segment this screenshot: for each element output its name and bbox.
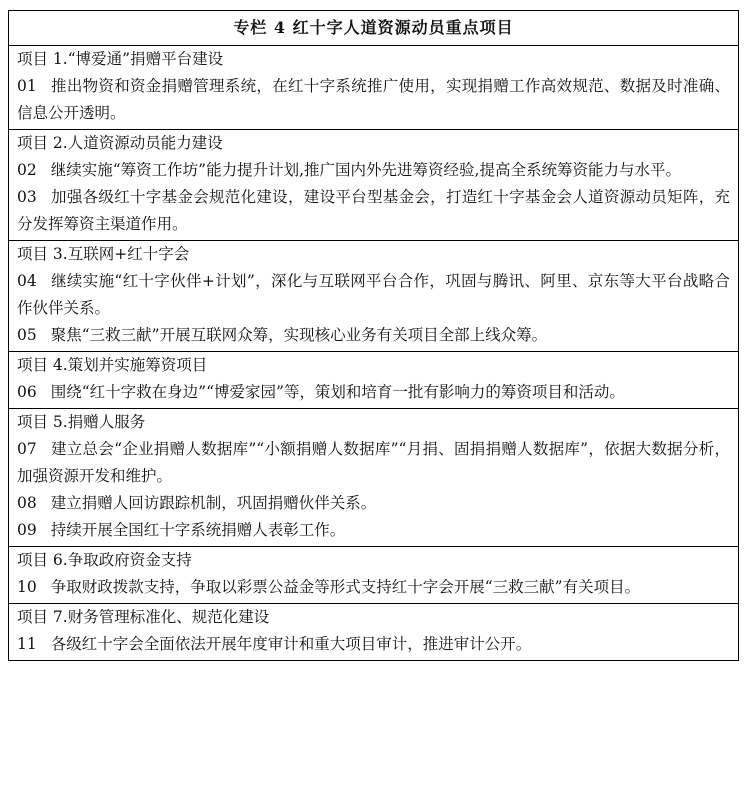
project-section-4 xyxy=(9,352,738,409)
section-title: 项目 4.策划并实施筹资项目 xyxy=(17,356,208,374)
list-item xyxy=(17,517,730,544)
item-number: 01 xyxy=(17,77,37,95)
list-item xyxy=(17,73,730,127)
item-number: 11 xyxy=(17,635,37,653)
list-item xyxy=(17,268,730,322)
table-title: 专栏 4 红十字人道资源动员重点项目 xyxy=(9,11,738,46)
section-title: 项目 6.争取政府资金支持 xyxy=(17,551,192,569)
item-number: 04 xyxy=(17,272,37,290)
item-text: 推出物资和资金捐赠管理系统，在红十字系统推广使用，实现捐赠工作高效规范、数据及时准确、信息公开透明。 xyxy=(17,77,730,122)
list-item xyxy=(17,631,730,658)
project-section-3 xyxy=(9,241,738,352)
project-table xyxy=(8,10,739,661)
item-number: 02 xyxy=(17,161,37,179)
list-item xyxy=(17,490,730,517)
section-title: 项目 5.捐赠人服务 xyxy=(17,413,146,431)
item-number: 03 xyxy=(17,188,37,206)
list-item xyxy=(17,379,730,406)
item-text: 继续实施“红十字伙伴+计划”，深化与互联网平台合作，巩固与腾讯、阿里、京东等大平台战略合作伙伴关系。 xyxy=(17,272,730,317)
project-section-7 xyxy=(9,604,738,660)
item-text: 围绕“红十字救在身边”“博爱家园”等，策划和培育一批有影响力的筹资项目和活动。 xyxy=(50,383,625,401)
item-text: 继续实施“筹资工作坊”能力提升计划,推广国内外先进筹资经验,提高全系统筹资能力与水平。 xyxy=(50,161,681,179)
project-section-6 xyxy=(9,547,738,604)
item-number: 07 xyxy=(17,440,37,458)
section-title: 项目 7.财务管理标准化、规范化建设 xyxy=(17,608,270,626)
project-section-2 xyxy=(9,130,738,241)
section-title: 项目 2.人道资源动员能力建设 xyxy=(17,134,223,152)
item-text: 持续开展全国红十字系统捐赠人表彰工作。 xyxy=(50,521,346,539)
item-text: 聚焦“三救三献”开展互联网众筹，实现核心业务有关项目全部上线众筹。 xyxy=(50,326,548,344)
item-text: 建立总会“企业捐赠人数据库”“小额捐赠人数据库”“月捐、固捐捐赠人数据库”，依据大数据分析，加强资源开发和维护。 xyxy=(17,440,730,485)
project-section-5 xyxy=(9,409,738,547)
list-item xyxy=(17,157,730,184)
item-number: 10 xyxy=(17,578,37,596)
item-text: 争取财政拨款支持，争取以彩票公益金等形式支持红十字会开展“三救三献”有关项目。 xyxy=(50,578,641,596)
project-section-1 xyxy=(9,46,738,130)
item-number: 05 xyxy=(17,326,37,344)
list-item xyxy=(17,436,730,490)
item-text: 加强各级红十字基金会规范化建设，建设平台型基金会，打造红十字基金会人道资源动员矩阵，充分发挥筹资主渠道作用。 xyxy=(17,188,730,233)
section-title: 项目 3.互联网+红十字会 xyxy=(17,245,190,263)
list-item xyxy=(17,574,730,601)
list-item xyxy=(17,322,730,349)
item-number: 08 xyxy=(17,494,37,512)
list-item xyxy=(17,184,730,238)
section-title: 项目 1.“博爱通”捐赠平台建设 xyxy=(17,50,224,68)
item-text: 各级红十字会全面依法开展年度审计和重大项目审计，推进审计公开。 xyxy=(50,635,532,653)
item-number: 09 xyxy=(17,521,37,539)
item-number: 06 xyxy=(17,383,37,401)
item-text: 建立捐赠人回访跟踪机制，巩固捐赠伙伴关系。 xyxy=(50,494,377,512)
